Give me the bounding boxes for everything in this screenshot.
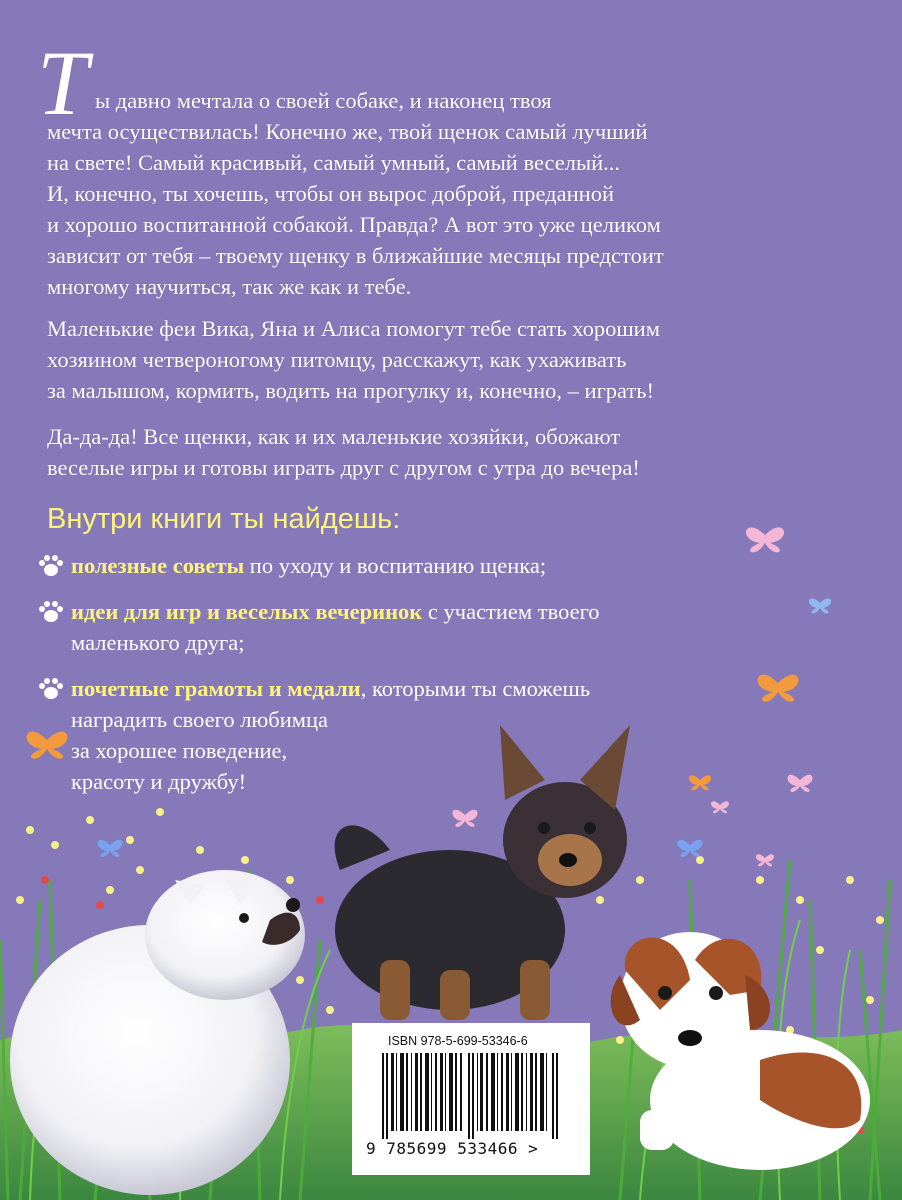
feature-highlight: идеи для игр и веселых вечеринок — [71, 599, 423, 624]
intro-paragraph — [37, 32, 867, 302]
feature-text-cont: наградить своего любимца — [71, 707, 329, 732]
games-line: веселые игры и готовы играть друг с другом с утра до вечера! — [47, 455, 640, 480]
intro-line: мечта осуществилась! Конечно же, твой щенок самый лучший — [47, 119, 648, 144]
games-paragraph — [47, 421, 867, 483]
feature-text: , которыми ты сможешь — [360, 676, 591, 701]
beagle-puppy — [611, 932, 870, 1170]
feature-text-cont: красоту и дружбу! — [71, 769, 247, 794]
paw-icon — [38, 554, 64, 578]
intro-line: на свете! Самый красивый, самый умный, самый веселый... — [47, 150, 621, 175]
feature-highlight: почетные грамоты и медали — [71, 676, 361, 701]
drop-cap: Т — [37, 32, 89, 134]
feature-text: с участием твоего — [422, 599, 600, 624]
paw-icon — [38, 600, 64, 624]
barcode-label — [352, 1023, 590, 1175]
feature-text-cont: маленького друга; — [71, 630, 245, 655]
intro-line: ы давно мечтала о своей собаке, и наконец твоя — [95, 88, 552, 113]
fairies-line: хозяином четвероногому питомцу, расскажут, как ухаживать — [47, 347, 627, 372]
fairies-paragraph — [47, 313, 867, 406]
feature-bullet — [38, 550, 546, 581]
inside-heading: Внутри книги ты найдешь: — [47, 503, 401, 535]
intro-line: многому научиться, так же как и тебе. — [47, 274, 412, 299]
isbn-digits: 9 785699 533466 > — [366, 1139, 539, 1158]
intro-line: и хорошо воспитанной собакой. Правда? А вот это уже целиком — [47, 212, 661, 237]
isbn-text: ISBN 978-5-699-53346-6 — [388, 1034, 528, 1048]
fairies-line: за малышом, кормить, водить на прогулку и, конечно, – играть! — [47, 378, 655, 403]
feature-highlight: полезные советы — [71, 553, 245, 578]
intro-line: зависит от тебя – твоему щенку в ближайшие месяцы предстоит — [47, 243, 664, 268]
fairies-line: Маленькие феи Вика, Яна и Алиса помогут тебе стать хорошим — [47, 316, 660, 341]
paw-icon — [38, 677, 64, 701]
feature-text-cont: за хорошее поведение, — [71, 738, 288, 763]
feature-bullet — [38, 596, 600, 658]
feature-text: по уходу и воспитанию щенка; — [244, 553, 547, 578]
games-line: Да-да-да! Все щенки, как и их маленькие хозяйки, обожают — [47, 424, 621, 449]
feature-bullet — [38, 673, 590, 797]
barcode-bars — [382, 1053, 562, 1139]
intro-line: И, конечно, ты хочешь, чтобы он вырос доброй, преданной — [47, 181, 614, 206]
